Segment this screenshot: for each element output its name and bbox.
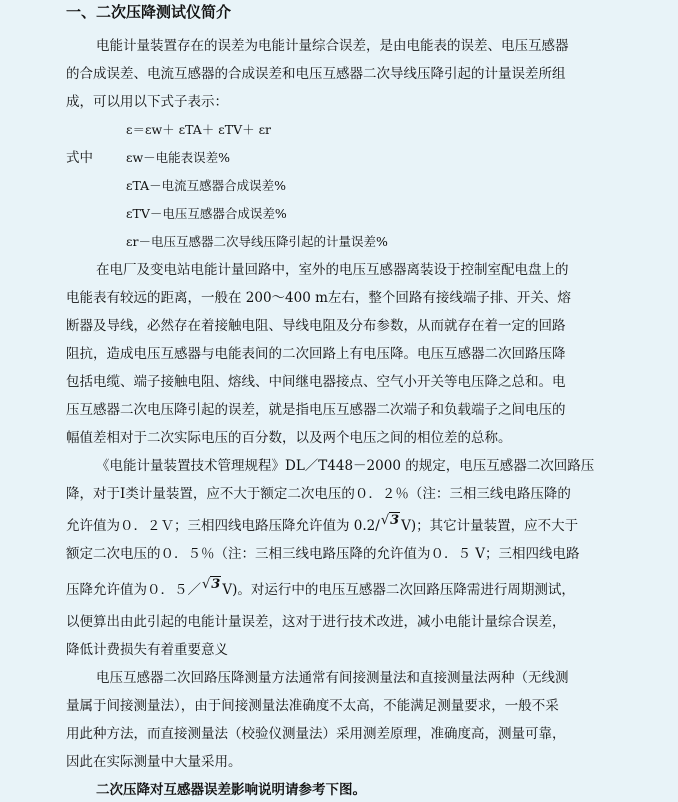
sqrt-three-symbol: √3 bbox=[380, 513, 400, 528]
para3-line-3a: 允许值为０．２Ｖ；三相四线电路压降允许值为 0.2/ bbox=[66, 518, 380, 534]
para3-line-7: 降低计费损失有着重要意义 bbox=[66, 642, 228, 658]
intro-line-2: 的合成误差、电流互感器的合成误差和电压互感器二次导线压降引起的计量误差所组 bbox=[66, 66, 566, 82]
para2-line-1: 在电厂及变电站电能计量回路中，室外的电压互感器离装设于控制室配电盘上的 bbox=[96, 262, 569, 278]
para3-line-5a: 压降允许值为０．５／ bbox=[66, 582, 201, 598]
para3-line-1: 《电能计量装置技术管理规程》DL／T448－2000 的规定，电压互感器二次回路压 bbox=[96, 458, 595, 474]
para3-line-4: 额定二次电压的０．５％（注：三相三线电路压降的允许值为０．５ V；三相四线电路 bbox=[66, 546, 580, 562]
formula-term-r: εr－电压互感器二次导线压降引起的计量误差% bbox=[126, 234, 388, 249]
para2-line-6: 压互感器二次电压降引起的误差，就是指电压互感器二次端子和负载端子之间电压的 bbox=[66, 402, 566, 418]
intro-line-3: 成，可以用以下式子表示： bbox=[66, 94, 228, 110]
intro-line-1: 电能计量装置存在的误差为电能计量综合误差，是由电能表的误差、电压互感器 bbox=[96, 38, 569, 54]
para3-line-5b: V)。对运行中的电压互感器二次回路压降需进行周期测试， bbox=[222, 582, 575, 598]
formula-term-ta: εTA－电流互感器合成误差% bbox=[126, 178, 287, 193]
para2-line-3: 断器及导线，必然存在着接触电阻、导线电阻及分布参数，从而就存在着一定的回路 bbox=[66, 318, 566, 334]
para4-line-4: 因此在实际测量中大量采用。 bbox=[66, 754, 242, 770]
para3-line-5 bbox=[66, 577, 575, 601]
para3-line-6: 以便算出由此引起的电能计量误差，这对于进行技术改进，减小电能计量综合误差， bbox=[66, 614, 566, 630]
formula-term-tv: εTV－电压互感器合成误差% bbox=[126, 206, 287, 221]
footer-note: 二次压降对互感器误差影响说明请参考下图。 bbox=[96, 782, 366, 798]
para2-line-7: 幅值差相对于二次实际电压的百分数，以及两个电压之间的相位差的总称。 bbox=[66, 430, 512, 446]
para2-line-4: 阻抗，造成电压互感器与电能表间的二次回路上有电压降。电压互感器二次回路压降 bbox=[66, 346, 566, 362]
formula-main: ε＝εw＋ εTA＋ εTV＋ εr bbox=[126, 122, 272, 137]
para2-line-2: 电能表有较远的距离，一般在 200～400 m左右，整个回路有接线端子排、开关、熔 bbox=[66, 290, 571, 306]
formula-prefix: 式中 bbox=[66, 150, 93, 166]
para4-line-2: 量属于间接测量法），由于间接测量法准确度不太高，不能满足测量要求，一般不采 bbox=[66, 698, 559, 714]
sqrt-three-symbol-2: √3 bbox=[202, 577, 221, 592]
para4-line-3: 用此种方法，而直接测量法（校验仪测量法）采用测差原理，准确度高，测量可靠， bbox=[66, 726, 566, 742]
para3-line-3b: V)；其它计量装置，应不大于 bbox=[401, 518, 579, 534]
para3-line-3 bbox=[66, 513, 579, 537]
para2-line-5: 包括电缆、端子接触电阻、熔线、中间继电器接点、空气小开关等电压降之总和。电 bbox=[66, 374, 566, 390]
para4-line-1: 电压互感器二次回路压降测量方法通常有间接测量法和直接测量法两种（无线测 bbox=[96, 670, 569, 686]
section-heading: 一、二次压降测试仪简介 bbox=[66, 3, 232, 21]
formula-term-w: εw－电能表误差% bbox=[126, 150, 231, 165]
para3-line-2: 降，对于Ⅰ类计量装置，应不大于额定二次电压的０．２％（注：三相三线电路压降的 bbox=[66, 486, 571, 502]
